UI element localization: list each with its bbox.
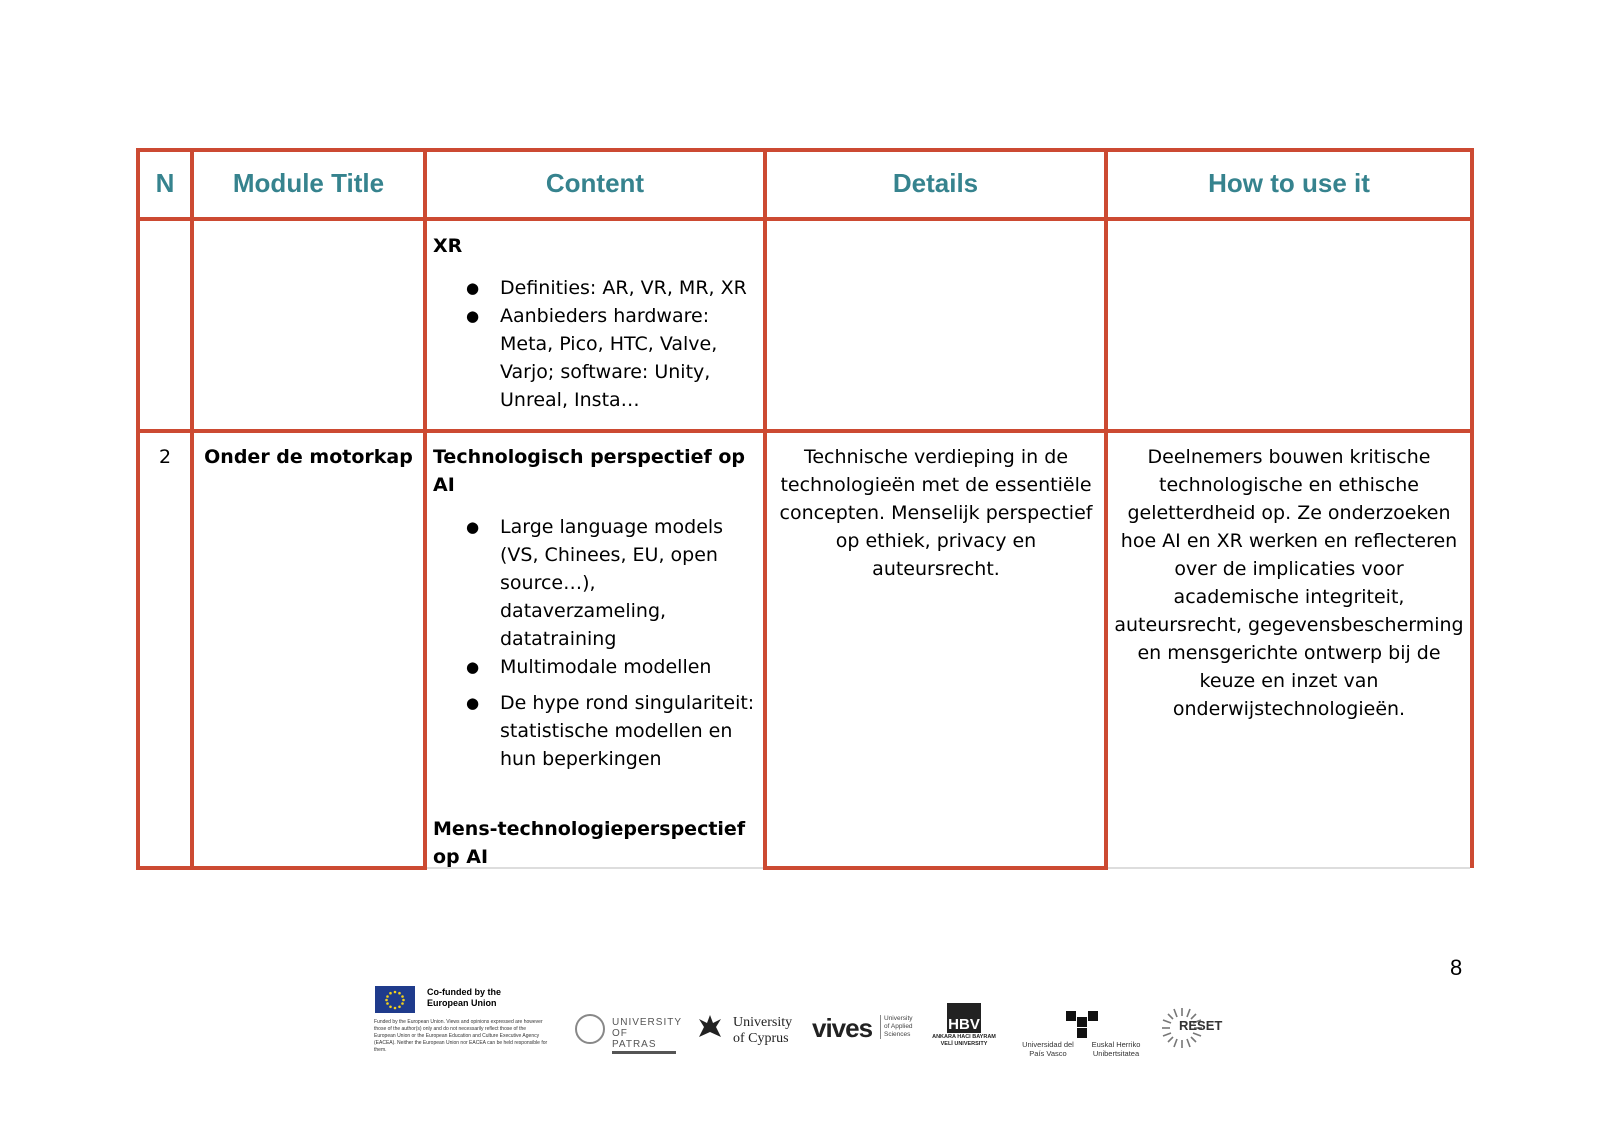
header-module-title: Module Title — [232, 167, 385, 198]
row2-module-title: Onder de motorkap — [204, 446, 413, 468]
eu-flag-logo — [375, 986, 415, 1013]
vives-subtitle: University of Applied Sciences — [880, 1015, 916, 1039]
patras-logo: UNIVERSITY OF PATRAS — [612, 1017, 676, 1054]
row2-content-heading: Technologisch perspectief op AI — [433, 446, 746, 496]
table-border-left — [136, 148, 140, 870]
row1-content-list — [433, 274, 759, 414]
vives-logo: vives — [812, 1013, 873, 1043]
row2-content-heading2: Mens-technologieperspectief op AI — [433, 818, 746, 868]
header-details: Details — [892, 167, 979, 198]
upv-logo-eu: Euskal Herriko Unibertsitatea — [1091, 1040, 1141, 1058]
eu-cofunded-label: Co-funded by the European Union — [427, 987, 501, 1008]
list-item: ● Multimodale modellen — [433, 653, 759, 681]
table-header-divider — [136, 217, 1474, 221]
table-row-divider — [136, 429, 1474, 433]
list-item: ● Definities: AR, VR, MR, XR — [433, 274, 759, 302]
upv-logo-es: Universidad del País Vasco — [1022, 1040, 1074, 1058]
table-divider-title — [423, 148, 427, 870]
table-border-right — [1470, 148, 1474, 868]
table-border-bottom-left — [136, 866, 427, 870]
row2-number: 2 — [158, 446, 172, 468]
header-n: N — [155, 167, 175, 198]
row2-content-list — [433, 513, 759, 773]
reset-logo: RESET — [1179, 1018, 1223, 1033]
table-divider-n — [190, 148, 194, 870]
page-number: 8 — [1450, 955, 1463, 980]
list-item: ● De hype rond singulariteit: statistische modellen en hun beperkingen — [433, 689, 759, 773]
table-bottom-gray-how — [1108, 867, 1470, 869]
row2-how-to-use: Deelnemers bouwen kritische technologische en ethische geletterdheid op. Ze onderzoeken hoe AI en XR werken en reflecteren over de implicaties voor academische integriteit, auteursrecht, gegevensbescherming en mensgerichte ontwerp bij de keuze en inzet van onderwijstechnologieën. — [1114, 446, 1464, 720]
hbv-mark-icon: HBV — [947, 1003, 981, 1033]
patras-seal-icon — [575, 1014, 605, 1044]
header-content: Content — [545, 167, 645, 198]
hbv-logo: ANKARA HACI BAYRAM VELİ UNIVERSITY — [932, 1034, 996, 1047]
list-item: ● Aanbieders hardware: Meta, Pico, HTC, Valve, Varjo; software: Unity, Unreal, Insta… — [433, 302, 759, 414]
eu-disclaimer: Funded by the European Union. Views and opinions expressed are however those of the author(s) only and do not necessarily reflect those of the European Union or the European Education and Culture Executive Agency (EACEA). Neither the European Union nor EACEA can be held responsible for them. — [374, 1019, 548, 1053]
table-border-bottom-details — [763, 866, 1108, 870]
list-item: ● Large language models (VS, Chinees, EU, open source…), dataverzameling, datatraining — [433, 513, 759, 653]
table-divider-details — [1104, 148, 1108, 870]
row2-content — [433, 443, 759, 871]
table-divider-content — [763, 148, 767, 870]
upv-emblem-icon — [1062, 1009, 1102, 1039]
row1-content-heading: XR — [433, 235, 463, 257]
row2-details: Technische verdieping in de technologieën met de essentiële concepten. Menselijk perspectief op ethiek, privacy en auteursrecht. — [779, 446, 1093, 580]
row1-content — [433, 232, 759, 414]
cyprus-logo: University of Cyprus — [733, 1015, 793, 1046]
cyprus-emblem-icon — [697, 1013, 723, 1041]
header-how-to-use: How to use it — [1208, 167, 1370, 198]
